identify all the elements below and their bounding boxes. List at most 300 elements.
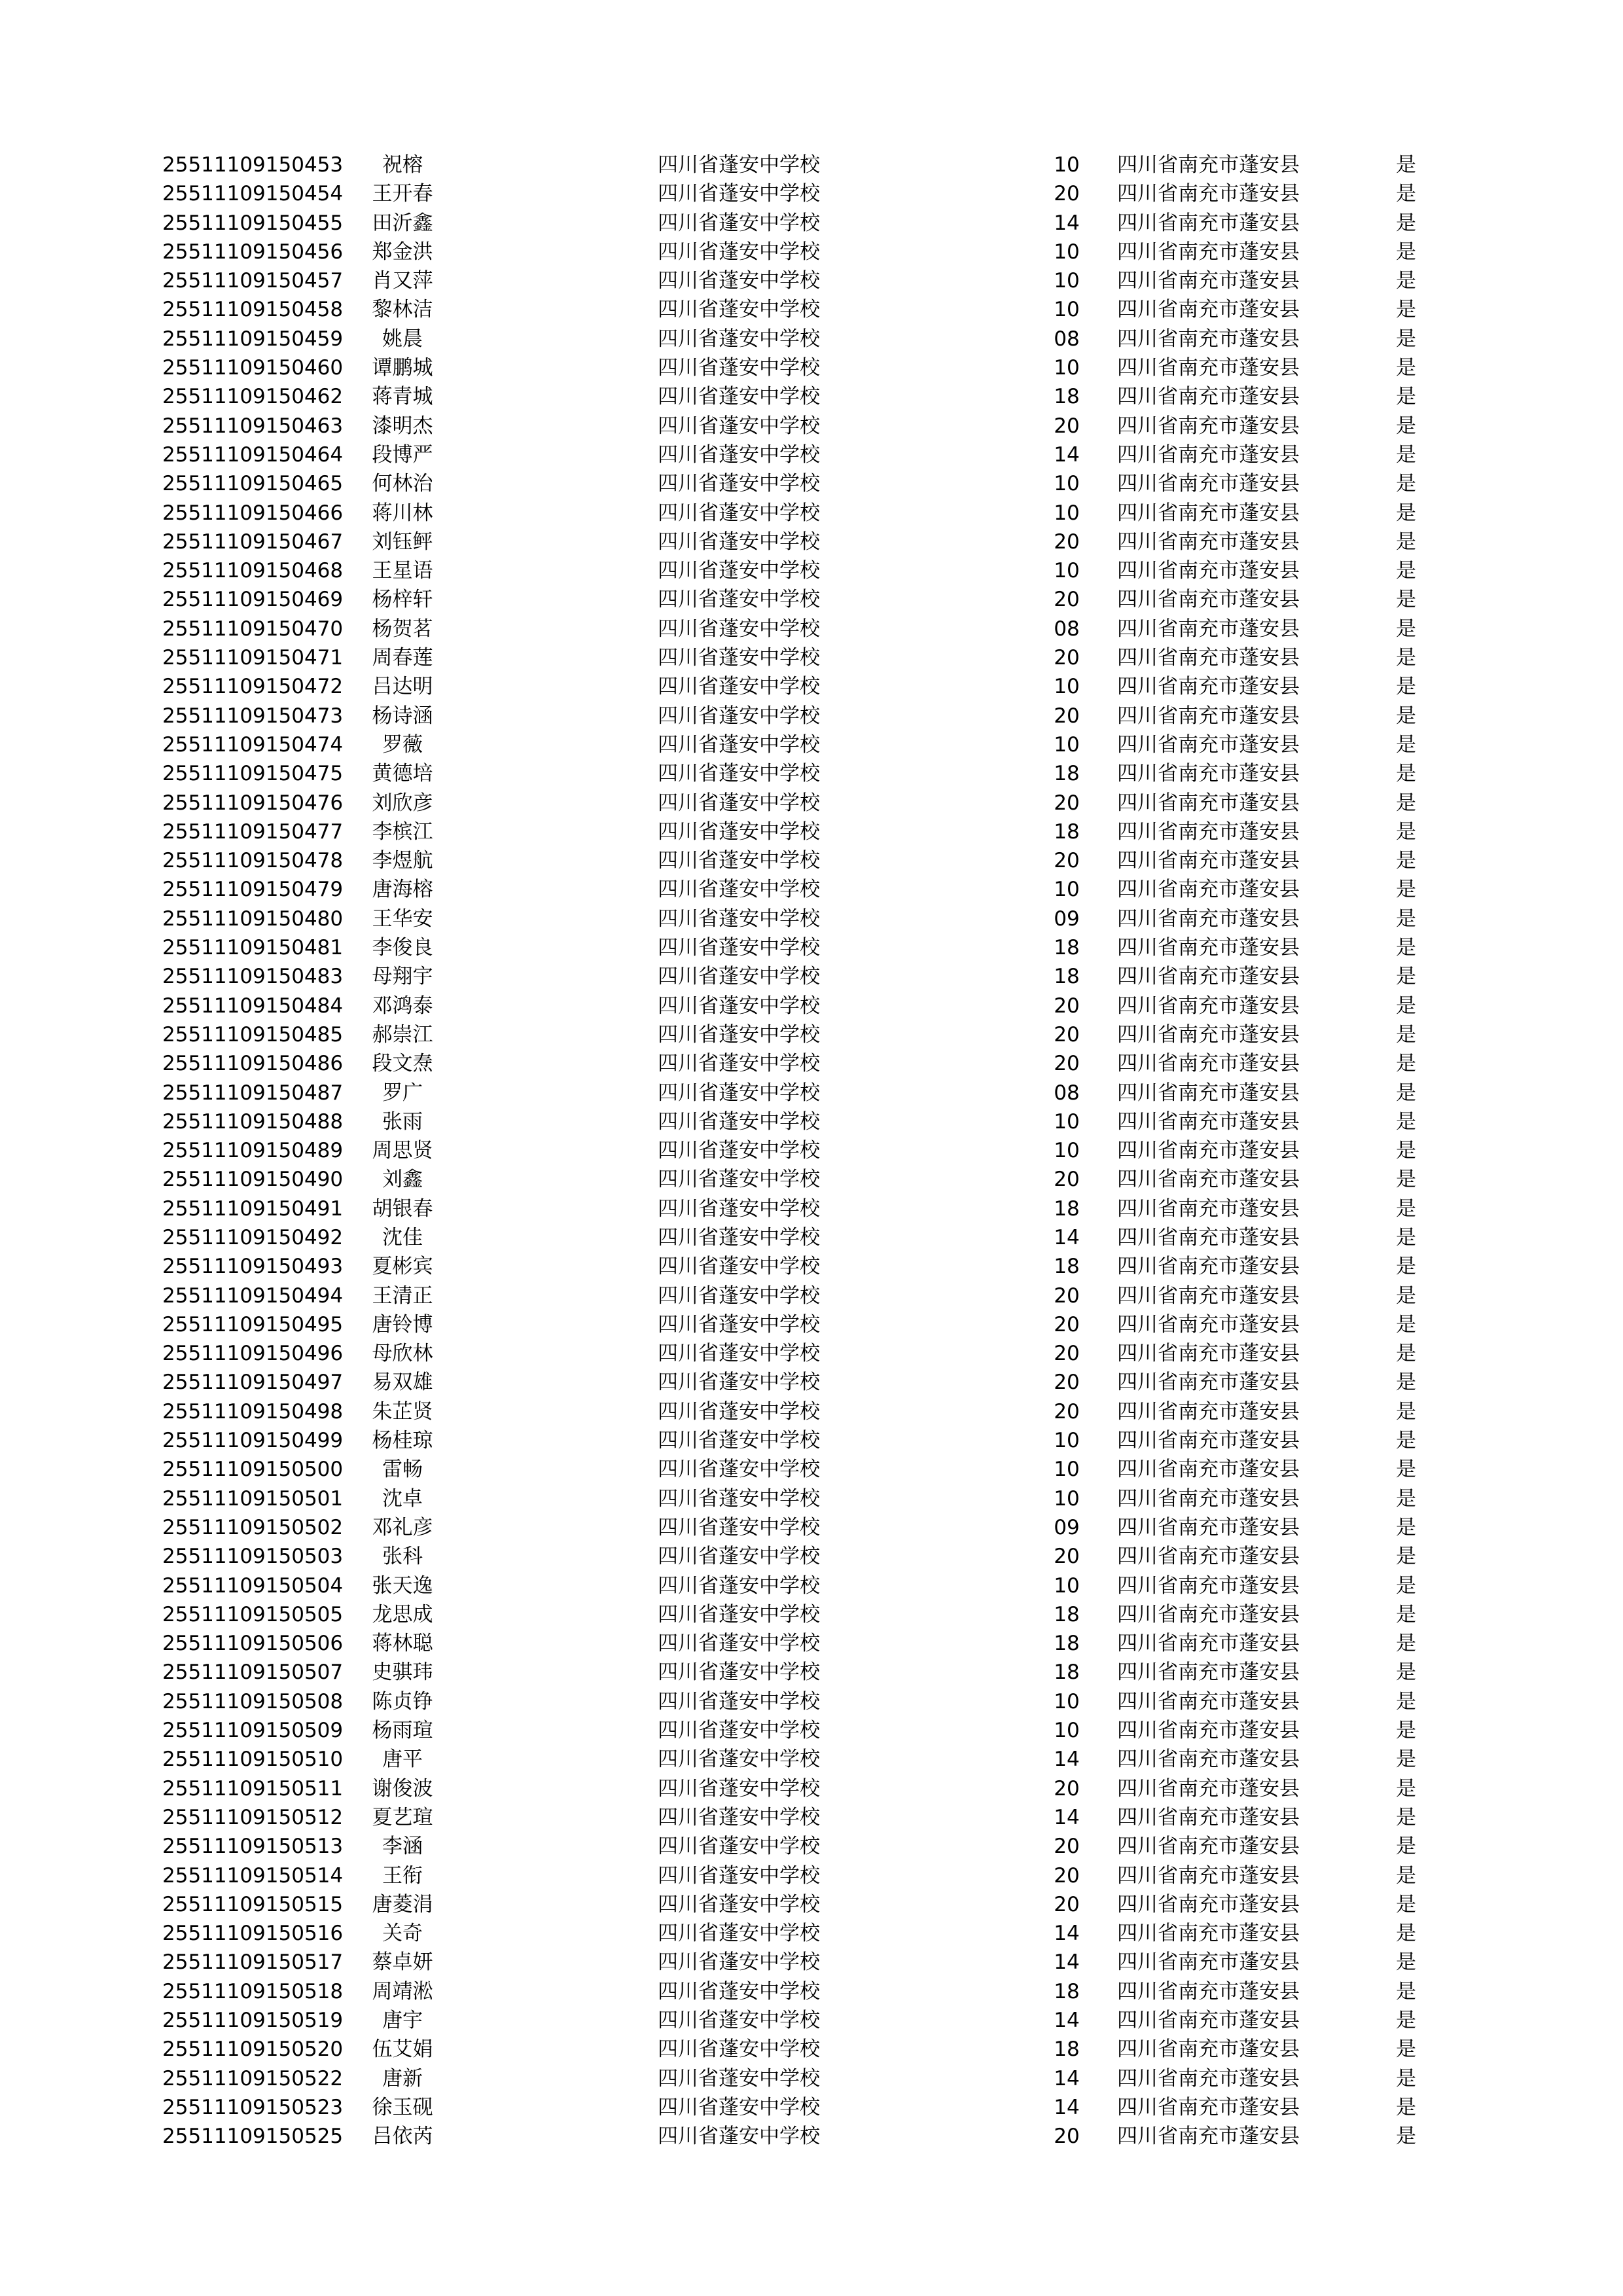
- candidate-name: 史骐玮: [372, 1660, 433, 1685]
- category-code: 10: [1054, 878, 1080, 902]
- category-code: 20: [1054, 704, 1080, 728]
- category-code: 20: [1054, 1312, 1080, 1336]
- school-name: 四川省蓬安中学校: [658, 1283, 820, 1308]
- region-name: 四川省南充市蓬安县: [1117, 617, 1300, 641]
- candidate-id: 25511109150455: [162, 211, 344, 235]
- candidate-id: 25511109150477: [162, 819, 344, 844]
- category-code: 20: [1054, 1342, 1080, 1366]
- category-code: 10: [1054, 1139, 1080, 1163]
- candidate-name: 母翔宇: [372, 965, 433, 989]
- candidate-name: 邓鸿泰: [372, 994, 433, 1018]
- candidate-id: 25511109150510: [162, 1748, 344, 1772]
- table-row: [0, 1223, 1623, 1252]
- table-row: [0, 1368, 1623, 1397]
- region-name: 四川省南充市蓬安县: [1117, 1776, 1300, 1801]
- category-code: 20: [1054, 994, 1080, 1018]
- candidate-id: 25511109150503: [162, 1545, 344, 1569]
- candidate-name: 唐平: [382, 1748, 423, 1772]
- region-name: 四川省南充市蓬安县: [1117, 1515, 1300, 1539]
- region-name: 四川省南充市蓬安县: [1117, 1399, 1300, 1424]
- school-name: 四川省蓬安中学校: [658, 1719, 820, 1743]
- region-name: 四川省南充市蓬安县: [1117, 1486, 1300, 1511]
- category-code: 20: [1054, 791, 1080, 815]
- category-code: 10: [1054, 153, 1080, 177]
- region-name: 四川省南充市蓬安县: [1117, 646, 1300, 670]
- table-row: [0, 1542, 1623, 1571]
- candidate-name: 杨桂琼: [372, 1429, 433, 1453]
- region-name: 四川省南充市蓬安县: [1117, 936, 1300, 960]
- candidate-id: 25511109150491: [162, 1196, 344, 1221]
- table-row: [0, 905, 1623, 933]
- category-code: 20: [1054, 529, 1080, 554]
- school-name: 四川省蓬安中学校: [658, 791, 820, 815]
- candidate-name: 雷畅: [382, 1458, 423, 1482]
- candidate-id: 25511109150496: [162, 1342, 344, 1366]
- category-code: 20: [1054, 588, 1080, 612]
- region-name: 四川省南充市蓬安县: [1117, 1689, 1300, 1713]
- region-name: 四川省南充市蓬安县: [1117, 675, 1300, 699]
- table-row: [0, 469, 1623, 498]
- category-code: 10: [1054, 356, 1080, 380]
- table-row: [0, 1600, 1623, 1629]
- category-code: 14: [1054, 1922, 1080, 1946]
- candidate-id: 25511109150468: [162, 559, 344, 583]
- school-name: 四川省蓬安中学校: [658, 675, 820, 699]
- category-code: 18: [1054, 385, 1080, 409]
- status-flag: 是: [1396, 211, 1416, 235]
- region-name: 四川省南充市蓬安县: [1117, 1835, 1300, 1859]
- candidate-name: 李涵: [382, 1835, 423, 1859]
- region-name: 四川省南充市蓬安县: [1117, 1660, 1300, 1685]
- candidate-id: 25511109150470: [162, 617, 344, 641]
- table-row: [0, 2122, 1623, 2151]
- table-row: [0, 1020, 1623, 1049]
- school-name: 四川省蓬安中学校: [658, 994, 820, 1018]
- status-flag: 是: [1396, 1835, 1416, 1859]
- status-flag: 是: [1396, 1312, 1416, 1336]
- table-row: [0, 1832, 1623, 1861]
- category-code: 20: [1054, 1835, 1080, 1859]
- table-row: [0, 1774, 1623, 1803]
- category-code: 10: [1054, 501, 1080, 525]
- region-name: 四川省南充市蓬安县: [1117, 182, 1300, 206]
- category-code: 14: [1054, 1225, 1080, 1249]
- category-code: 08: [1054, 1081, 1080, 1105]
- status-flag: 是: [1396, 1109, 1416, 1134]
- category-code: 18: [1054, 1255, 1080, 1279]
- category-code: 20: [1054, 1052, 1080, 1076]
- school-name: 四川省蓬安中学校: [658, 1052, 820, 1076]
- category-code: 10: [1054, 1458, 1080, 1482]
- candidate-id: 25511109150489: [162, 1139, 344, 1163]
- candidate-name: 黄德培: [372, 762, 433, 786]
- table-row: [0, 1282, 1623, 1310]
- status-flag: 是: [1396, 327, 1416, 351]
- table-row: [0, 1513, 1623, 1542]
- status-flag: 是: [1396, 153, 1416, 177]
- candidate-id: 25511109150517: [162, 1950, 344, 1975]
- region-name: 四川省南充市蓬安县: [1117, 298, 1300, 322]
- candidate-id: 25511109150486: [162, 1052, 344, 1076]
- candidate-id: 25511109150484: [162, 994, 344, 1018]
- candidate-id: 25511109150473: [162, 704, 344, 728]
- status-flag: 是: [1396, 442, 1416, 467]
- table-row: [0, 1252, 1623, 1281]
- candidate-name: 段博严: [372, 442, 433, 467]
- candidate-id: 25511109150506: [162, 1632, 344, 1656]
- candidate-name: 罗薇: [382, 732, 423, 757]
- candidate-name: 关奇: [382, 1922, 423, 1946]
- table-row: [0, 1484, 1623, 1513]
- candidate-id: 25511109150512: [162, 1805, 344, 1829]
- category-code: 20: [1054, 1168, 1080, 1192]
- region-name: 四川省南充市蓬安县: [1117, 1602, 1300, 1626]
- table-row: [0, 1310, 1623, 1339]
- school-name: 四川省蓬安中学校: [658, 1689, 820, 1713]
- school-name: 四川省蓬安中学校: [658, 529, 820, 554]
- candidate-id: 25511109150507: [162, 1660, 344, 1685]
- school-name: 四川省蓬安中学校: [658, 2037, 820, 2062]
- candidate-name: 吕达明: [372, 675, 433, 699]
- region-name: 四川省南充市蓬安县: [1117, 906, 1300, 931]
- status-flag: 是: [1396, 1805, 1416, 1829]
- candidate-name: 唐海榕: [372, 878, 433, 902]
- region-name: 四川省南充市蓬安县: [1117, 965, 1300, 989]
- school-name: 四川省蓬安中学校: [658, 1429, 820, 1453]
- school-name: 四川省蓬安中学校: [658, 153, 820, 177]
- school-name: 四川省蓬安中学校: [658, 501, 820, 525]
- category-code: 10: [1054, 1689, 1080, 1713]
- candidate-id: 25511109150522: [162, 2066, 344, 2090]
- candidate-name: 漆明杰: [372, 414, 433, 438]
- candidate-name: 刘鑫: [382, 1168, 423, 1192]
- candidate-name: 杨贺茗: [372, 617, 433, 641]
- table-row: [0, 1687, 1623, 1716]
- region-name: 四川省南充市蓬安县: [1117, 588, 1300, 612]
- table-row: [0, 412, 1623, 440]
- candidate-id: 25511109150488: [162, 1109, 344, 1134]
- status-flag: 是: [1396, 1052, 1416, 1076]
- candidate-name: 郝崇江: [372, 1022, 433, 1047]
- school-name: 四川省蓬安中学校: [658, 936, 820, 960]
- school-name: 四川省蓬安中学校: [658, 965, 820, 989]
- candidate-id: 25511109150485: [162, 1022, 344, 1047]
- candidate-id: 25511109150463: [162, 414, 344, 438]
- school-name: 四川省蓬安中学校: [658, 762, 820, 786]
- category-code: 20: [1054, 1863, 1080, 1888]
- candidate-name: 吕依芮: [372, 2125, 433, 2149]
- candidate-name: 朱芷贤: [372, 1399, 433, 1424]
- status-flag: 是: [1396, 994, 1416, 1018]
- category-code: 20: [1054, 646, 1080, 670]
- table-row: [0, 1426, 1623, 1455]
- candidate-id: 25511109150467: [162, 529, 344, 554]
- category-code: 20: [1054, 1371, 1080, 1395]
- status-flag: 是: [1396, 1342, 1416, 1366]
- candidate-name: 段文焘: [372, 1052, 433, 1076]
- table-row: [0, 875, 1623, 904]
- category-code: 10: [1054, 1429, 1080, 1453]
- category-code: 20: [1054, 1776, 1080, 1801]
- category-code: 08: [1054, 327, 1080, 351]
- school-name: 四川省蓬安中学校: [658, 1835, 820, 1859]
- region-name: 四川省南充市蓬安县: [1117, 1892, 1300, 1916]
- region-name: 四川省南充市蓬安县: [1117, 1283, 1300, 1308]
- region-name: 四川省南充市蓬安县: [1117, 1922, 1300, 1946]
- status-flag: 是: [1396, 1632, 1416, 1656]
- candidate-id: 25511109150492: [162, 1225, 344, 1249]
- category-code: 18: [1054, 2037, 1080, 2062]
- status-flag: 是: [1396, 704, 1416, 728]
- region-name: 四川省南充市蓬安县: [1117, 1863, 1300, 1888]
- candidate-name: 刘钰鲆: [372, 529, 433, 554]
- candidate-name: 唐菱涓: [372, 1892, 433, 1916]
- region-name: 四川省南充市蓬安县: [1117, 1979, 1300, 2003]
- table-row: [0, 1658, 1623, 1687]
- category-code: 09: [1054, 906, 1080, 931]
- category-code: 14: [1054, 1805, 1080, 1829]
- region-name: 四川省南充市蓬安县: [1117, 356, 1300, 380]
- table-row: [0, 179, 1623, 208]
- table-row: [0, 2006, 1623, 2035]
- table-row: [0, 615, 1623, 643]
- region-name: 四川省南充市蓬安县: [1117, 704, 1300, 728]
- table-row: [0, 440, 1623, 469]
- candidate-name: 王清正: [372, 1283, 433, 1308]
- status-flag: 是: [1396, 1255, 1416, 1279]
- candidate-id: 25511109150509: [162, 1719, 344, 1743]
- candidate-id: 25511109150525: [162, 2125, 344, 2149]
- school-name: 四川省蓬安中学校: [658, 819, 820, 844]
- table-row: [0, 353, 1623, 382]
- region-name: 四川省南充市蓬安县: [1117, 1719, 1300, 1743]
- candidate-id: 25511109150500: [162, 1458, 344, 1482]
- candidate-name: 唐宇: [382, 2009, 423, 2032]
- status-flag: 是: [1396, 1399, 1416, 1424]
- region-name: 四川省南充市蓬安县: [1117, 442, 1300, 467]
- status-flag: 是: [1396, 1168, 1416, 1192]
- candidate-name: 张天逸: [372, 1573, 433, 1598]
- candidate-id: 25511109150490: [162, 1168, 344, 1192]
- category-code: 18: [1054, 965, 1080, 989]
- status-flag: 是: [1396, 1486, 1416, 1511]
- candidate-id: 25511109150458: [162, 298, 344, 322]
- table-row: [0, 962, 1623, 991]
- table-row: [0, 643, 1623, 672]
- candidate-id: 25511109150501: [162, 1486, 344, 1511]
- status-flag: 是: [1396, 2095, 1416, 2119]
- table-row: [0, 730, 1623, 759]
- candidate-name: 田沂鑫: [372, 211, 433, 235]
- region-name: 四川省南充市蓬安县: [1117, 1458, 1300, 1482]
- table-row: [0, 1397, 1623, 1426]
- category-code: 18: [1054, 762, 1080, 786]
- category-code: 20: [1054, 1022, 1080, 1047]
- status-flag: 是: [1396, 732, 1416, 757]
- region-name: 四川省南充市蓬安县: [1117, 2095, 1300, 2119]
- category-code: 20: [1054, 414, 1080, 438]
- status-flag: 是: [1396, 2037, 1416, 2062]
- school-name: 四川省蓬安中学校: [658, 182, 820, 206]
- region-name: 四川省南充市蓬安县: [1117, 1748, 1300, 1772]
- school-name: 四川省蓬安中学校: [658, 1863, 820, 1888]
- school-name: 四川省蓬安中学校: [658, 385, 820, 409]
- candidate-name: 王开春: [372, 182, 433, 206]
- table-row: [0, 1890, 1623, 1919]
- table-row: [0, 266, 1623, 295]
- school-name: 四川省蓬安中学校: [658, 849, 820, 873]
- region-name: 四川省南充市蓬安县: [1117, 1342, 1300, 1366]
- candidate-id: 25511109150453: [162, 153, 344, 177]
- region-name: 四川省南充市蓬安县: [1117, 819, 1300, 844]
- school-name: 四川省蓬安中学校: [658, 559, 820, 583]
- region-name: 四川省南充市蓬安县: [1117, 327, 1300, 351]
- status-flag: 是: [1396, 1573, 1416, 1598]
- school-name: 四川省蓬安中学校: [658, 414, 820, 438]
- region-name: 四川省南充市蓬安县: [1117, 1632, 1300, 1656]
- candidate-name: 蒋林聪: [372, 1632, 433, 1656]
- category-code: 08: [1054, 617, 1080, 641]
- status-flag: 是: [1396, 849, 1416, 873]
- candidate-name: 蒋川林: [372, 501, 433, 525]
- candidate-name: 胡银春: [372, 1196, 433, 1221]
- status-flag: 是: [1396, 617, 1416, 641]
- region-name: 四川省南充市蓬安县: [1117, 1371, 1300, 1395]
- candidate-name: 徐玉砚: [372, 2095, 433, 2119]
- status-flag: 是: [1396, 1429, 1416, 1453]
- table-row: [0, 1194, 1623, 1223]
- candidate-id: 25511109150505: [162, 1602, 344, 1626]
- status-flag: 是: [1396, 1515, 1416, 1539]
- region-name: 四川省南充市蓬安县: [1117, 1052, 1300, 1076]
- status-flag: 是: [1396, 1776, 1416, 1801]
- candidate-name: 王衔: [382, 1863, 423, 1888]
- table-row: [0, 295, 1623, 324]
- school-name: 四川省蓬安中学校: [658, 1342, 820, 1366]
- school-name: 四川省蓬安中学校: [658, 878, 820, 902]
- status-flag: 是: [1396, 385, 1416, 409]
- status-flag: 是: [1396, 182, 1416, 206]
- table-row: [0, 1629, 1623, 1658]
- school-name: 四川省蓬安中学校: [658, 211, 820, 235]
- status-flag: 是: [1396, 269, 1416, 293]
- region-name: 四川省南充市蓬安县: [1117, 414, 1300, 438]
- school-name: 四川省蓬安中学校: [658, 1196, 820, 1221]
- candidate-id: 25511109150480: [162, 906, 344, 931]
- candidate-id: 25511109150514: [162, 1863, 344, 1888]
- candidate-name: 黎林洁: [372, 298, 433, 322]
- candidate-id: 25511109150472: [162, 675, 344, 699]
- candidate-id: 25511109150504: [162, 1573, 344, 1598]
- candidate-id: 25511109150464: [162, 442, 344, 467]
- candidate-name: 邓礼彦: [372, 1515, 433, 1539]
- candidate-id: 25511109150478: [162, 849, 344, 873]
- status-flag: 是: [1396, 472, 1416, 496]
- region-name: 四川省南充市蓬安县: [1117, 2037, 1300, 2062]
- region-name: 四川省南充市蓬安县: [1117, 559, 1300, 583]
- candidate-name: 李槟江: [372, 819, 433, 844]
- school-name: 四川省蓬安中学校: [658, 1922, 820, 1946]
- category-code: 09: [1054, 1515, 1080, 1539]
- candidate-name: 母欣林: [372, 1342, 433, 1366]
- candidate-name: 夏艺瑄: [372, 1805, 433, 1829]
- table-row: [0, 992, 1623, 1020]
- status-flag: 是: [1396, 298, 1416, 322]
- candidate-name: 刘欣彦: [372, 791, 433, 815]
- candidate-id: 25511109150475: [162, 762, 344, 786]
- table-row: [0, 238, 1623, 266]
- table-row: [0, 1803, 1623, 1832]
- category-code: 20: [1054, 1283, 1080, 1308]
- category-code: 10: [1054, 240, 1080, 264]
- candidate-name: 王华安: [372, 906, 433, 931]
- school-name: 四川省蓬安中学校: [658, 1139, 820, 1163]
- candidate-name: 杨诗涵: [372, 704, 433, 728]
- category-code: 18: [1054, 1979, 1080, 2003]
- school-name: 四川省蓬安中学校: [658, 1660, 820, 1685]
- table-row: [0, 933, 1623, 962]
- status-flag: 是: [1396, 965, 1416, 989]
- school-name: 四川省蓬安中学校: [658, 1255, 820, 1279]
- candidate-id: 25511109150465: [162, 472, 344, 496]
- candidate-id: 25511109150466: [162, 501, 344, 525]
- school-name: 四川省蓬安中学校: [658, 2009, 820, 2032]
- table-row: [0, 2093, 1623, 2122]
- candidate-id: 25511109150498: [162, 1399, 344, 1424]
- table-row: [0, 1977, 1623, 2006]
- candidate-id: 25511109150469: [162, 588, 344, 612]
- category-code: 18: [1054, 1196, 1080, 1221]
- category-code: 18: [1054, 819, 1080, 844]
- status-flag: 是: [1396, 1719, 1416, 1743]
- roster-table: [0, 151, 1623, 2151]
- table-row: [0, 789, 1623, 817]
- candidate-name: 张科: [382, 1545, 423, 1569]
- region-name: 四川省南充市蓬安县: [1117, 1168, 1300, 1192]
- category-code: 10: [1054, 559, 1080, 583]
- region-name: 四川省南充市蓬安县: [1117, 1950, 1300, 1975]
- school-name: 四川省蓬安中学校: [658, 1805, 820, 1829]
- school-name: 四川省蓬安中学校: [658, 1950, 820, 1975]
- school-name: 四川省蓬安中学校: [658, 1632, 820, 1656]
- region-name: 四川省南充市蓬安县: [1117, 1225, 1300, 1249]
- region-name: 四川省南充市蓬安县: [1117, 878, 1300, 902]
- table-row: [0, 1079, 1623, 1107]
- status-flag: 是: [1396, 646, 1416, 670]
- status-flag: 是: [1396, 819, 1416, 844]
- table-row: [0, 1339, 1623, 1368]
- candidate-id: 25511109150499: [162, 1429, 344, 1453]
- school-name: 四川省蓬安中学校: [658, 1081, 820, 1105]
- category-code: 20: [1054, 2125, 1080, 2149]
- candidate-id: 25511109150520: [162, 2037, 344, 2062]
- school-name: 四川省蓬安中学校: [658, 269, 820, 293]
- category-code: 10: [1054, 732, 1080, 757]
- table-row: [0, 1107, 1623, 1136]
- candidate-id: 25511109150523: [162, 2095, 344, 2119]
- table-row: [0, 1919, 1623, 1948]
- region-name: 四川省南充市蓬安县: [1117, 240, 1300, 264]
- status-flag: 是: [1396, 414, 1416, 438]
- region-name: 四川省南充市蓬安县: [1117, 1312, 1300, 1336]
- category-code: 14: [1054, 442, 1080, 467]
- candidate-name: 肖又萍: [372, 269, 433, 293]
- candidate-id: 25511109150474: [162, 732, 344, 757]
- school-name: 四川省蓬安中学校: [658, 1486, 820, 1511]
- candidate-name: 周春莲: [372, 646, 433, 670]
- candidate-name: 周思贤: [372, 1139, 433, 1163]
- category-code: 10: [1054, 675, 1080, 699]
